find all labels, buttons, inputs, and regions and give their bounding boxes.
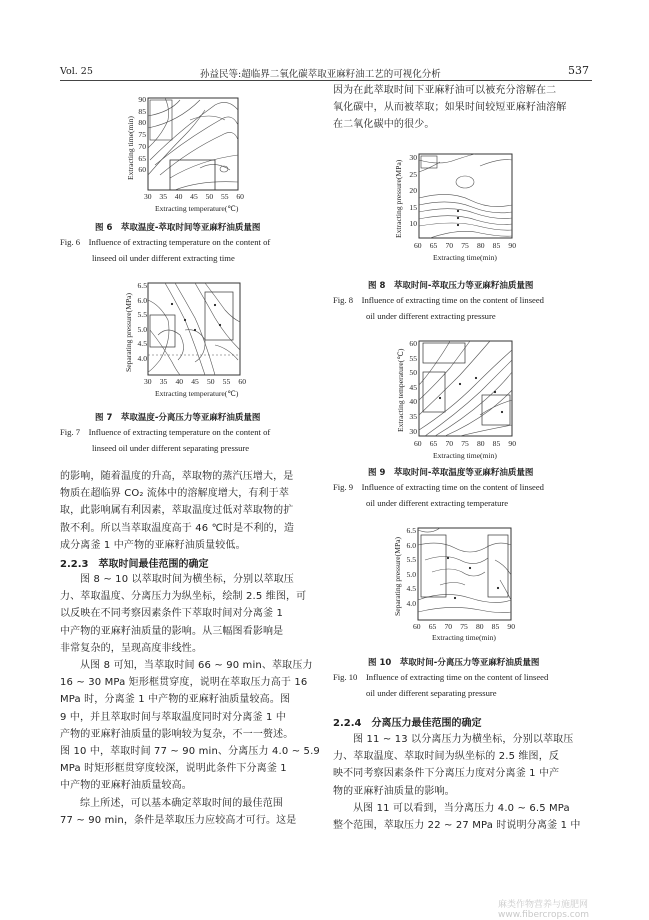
text-line: 在二氧化碳中的很少。 [333, 119, 435, 131]
text-line: 产物的亚麻籽油质量的影响较为复杂，不一一赘述。 [60, 728, 294, 740]
xtick: 65 [429, 439, 438, 448]
ytick: 30 [409, 153, 417, 162]
xtick: 60 [413, 622, 421, 631]
fig6-xlabel: Extracting temperature(℃) [155, 204, 239, 213]
xtick: 50 [206, 377, 215, 386]
fig7-xlabel: Extracting temperature(℃) [155, 389, 239, 398]
ytick: 5.0 [406, 569, 416, 579]
ytick: 5.5 [137, 310, 147, 320]
running-title: 孙益民等:超临界二氧化碳萃取亚麻籽油工艺的可视化分析 [200, 69, 441, 80]
xtick: 60 [236, 192, 244, 201]
xtick: 70 [445, 241, 454, 250]
fig6-ylabel: Extracting time(min) [126, 116, 135, 180]
text-line: 力、萃取温度、分离压力为纵坐标，绘制 2.5 维图，可 [60, 591, 307, 603]
section-heading-2-2-3: 2.2.3 萃取时间最佳范围的确定 [60, 559, 209, 570]
ytick: 35 [409, 411, 417, 421]
fig6-caption-en-1: Fig. 6 Influence of extracting temperature on the content of [60, 237, 271, 247]
fig8-xlabel: Extracting time(min) [433, 253, 497, 262]
xtick: 85 [492, 439, 501, 448]
text-line: 非常复杂的，呈现高度非线性。 [60, 642, 203, 654]
ytick: 80 [138, 118, 146, 128]
ytick: 10 [409, 219, 417, 229]
fig10-yticks [405, 524, 416, 612]
fig10-xlabel: Extracting time(min) [432, 633, 496, 642]
text-line: 中产物的亚麻籽油质量较高。 [60, 780, 192, 792]
ytick: 60 [409, 339, 417, 348]
ytick: 5.5 [406, 555, 416, 565]
text-line: 综上所述，可以基本确定萃取时间的最佳范围 [80, 798, 283, 809]
xtick: 40 [175, 377, 184, 386]
ytick: 25 [409, 169, 417, 179]
xtick: 75 [461, 439, 469, 448]
fig9-caption-en-2: oil under different extracting temperature [366, 498, 509, 508]
ytick: 4.5 [137, 339, 147, 349]
xtick: 65 [429, 241, 438, 250]
fig7-ylabel: Separating pressure(MPa) [124, 292, 133, 372]
volume-label: Vol. 25 [60, 66, 93, 77]
ytick: 65 [138, 153, 146, 163]
fig9-caption-cn: 图 9 萃取时间-萃取温度等亚麻籽油质量图 [368, 468, 534, 478]
text-line: 图 11 ~ 13 以分离压力为横坐标，分别以萃取压 [353, 734, 574, 745]
text-line: 从图 11 可以看到，当分离压力 4.0 ~ 6.5 MPa [353, 803, 570, 814]
text-line: 的影响，随着温度的升高，萃取物的蒸汽压增大，是 [60, 471, 294, 482]
xtick: 55 [222, 377, 231, 386]
xtick: 45 [190, 192, 198, 201]
xtick: 60 [414, 241, 422, 250]
fig6-caption-cn: 图 6 萃取温度-萃取时间等亚麻籽油质量图 [95, 223, 261, 233]
fig8-caption-cn: 图 8 萃取时间-萃取压力等亚麻籽油质量图 [368, 281, 534, 291]
xtick: 35 [159, 377, 168, 386]
text-line: 物质在超临界 CO₂ 流体中的溶解度增大，有利于萃 [60, 488, 289, 500]
ytick: 4.0 [406, 598, 416, 608]
ytick: 20 [409, 186, 417, 196]
xtick: 80 [475, 622, 484, 631]
ytick: 70 [138, 141, 146, 151]
fig6-caption-en-2: linseed oil under different extracting time [92, 253, 235, 263]
fig9-caption-en-1: Fig. 9 Influence of extracting time on the content of linseed [333, 482, 544, 492]
fig10-ylabel: Separating pressure(MPa) [393, 536, 402, 616]
ytick: 6.0 [137, 295, 147, 305]
fig10-caption-en-2: oil under different separating pressure [366, 688, 497, 698]
xtick: 85 [492, 241, 501, 250]
xtick: 90 [507, 622, 515, 631]
xtick: 80 [476, 241, 485, 250]
ytick: 4.0 [137, 353, 147, 363]
ytick: 6.5 [137, 281, 147, 290]
fig8-caption-en-1: Fig. 8 Influence of extracting time on the content of linseed [333, 295, 544, 305]
xtick: 85 [491, 622, 500, 631]
text-line: 因为在此萃取时间下亚麻籽油可以被充分溶解在二 [333, 85, 557, 96]
fig7-caption-en-2: linseed oil under different separating pressure [92, 443, 250, 453]
xtick: 75 [460, 622, 468, 631]
right-paragraph-1 [333, 731, 599, 800]
text-line: MPa 时，分离釜 1 中产物的亚麻籽油质量较高。图 [60, 694, 291, 706]
text-line: 从图 8 可知，当萃取时间 66 ~ 90 min、萃取压力 [80, 660, 313, 671]
text-line: 图 8 ~ 10 以萃取时间为横坐标，分别以萃取压 [80, 574, 294, 585]
xtick: 50 [205, 192, 214, 201]
text-line: 散不利。所以当萃取温度高于 46 ℃时是不利的，造 [60, 522, 295, 534]
ytick: 6.0 [406, 540, 416, 550]
ytick: 15 [409, 202, 417, 212]
xtick: 70 [445, 439, 454, 448]
ytick: 55 [409, 353, 417, 363]
ytick: 50 [409, 368, 417, 378]
fig10-caption-cn: 图 10 萃取时间-分离压力等亚麻籽油质量图 [368, 658, 540, 668]
fig8-ylabel: Extracting pressure(MPa) [394, 159, 403, 238]
xtick: 65 [428, 622, 437, 631]
page-number: 537 [568, 64, 589, 77]
xtick: 60 [414, 439, 422, 448]
section-heading-2-2-4: 2.2.4 分离压力最佳范围的确定 [333, 718, 482, 729]
xtick: 90 [508, 241, 516, 250]
ytick: 4.5 [406, 584, 416, 594]
text-line: 77 ~ 90 min，条件是萃取压力应较高才可行。这是 [60, 815, 297, 827]
text-line: MPa 时矩形框贯穿度较深，说明此条件下分离釜 1 [60, 763, 287, 775]
text-line: 物的亚麻籽油质量的影响。 [333, 785, 455, 797]
ytick: 60 [138, 165, 146, 175]
fig8-caption-en-2: oil under different extracting pressure [366, 311, 496, 321]
fig7-caption-cn: 图 7 萃取温度-分离压力等亚麻籽油质量图 [95, 413, 261, 423]
fig9-xlabel: Extracting time(min) [433, 451, 497, 460]
right-paragraph-2 [333, 800, 599, 834]
text-line: 映不同考察因素条件下分离压力度对分离釜 1 中产 [333, 768, 560, 780]
text-line: 图 10 中，萃取时间 77 ~ 90 min、分离压力 4.0 ~ 5.9 [60, 746, 320, 758]
xtick: 55 [220, 192, 229, 201]
xtick: 70 [444, 622, 453, 631]
xtick: 30 [144, 377, 152, 386]
xtick: 90 [508, 439, 516, 448]
fig10-xticks [413, 622, 515, 631]
text-line: 力、萃取温度、萃取时间为纵坐标的 2.5 维图，反 [333, 751, 560, 763]
ytick: 6.5 [406, 526, 416, 535]
ytick: 40 [409, 397, 417, 407]
fig7-caption-en-1: Fig. 7 Influence of extracting temperature on the content of [60, 427, 271, 437]
text-line: 成分离釜 1 中产物的亚麻籽油质量较低。 [60, 539, 246, 551]
text-line: 整个范围，萃取压力 22 ~ 27 MPa 时说明分离釜 1 中 [333, 820, 581, 832]
xtick: 45 [191, 377, 199, 386]
ytick: 75 [138, 130, 146, 140]
ytick: 30 [409, 426, 417, 436]
text-line: 取，此影响属有利因素，萃取温度过低对萃取物的扩 [60, 505, 294, 517]
ytick: 5.0 [137, 324, 147, 334]
fig9-ylabel: Extracting temperature(℃) [396, 348, 405, 432]
ytick: 90 [138, 95, 146, 104]
text-line: 16 ~ 30 MPa 矩形框贯穿度，说明在萃取压力高于 16 [60, 677, 308, 689]
xtick: 60 [238, 377, 246, 386]
ytick: 45 [409, 382, 417, 392]
xtick: 75 [461, 241, 469, 250]
xtick: 40 [174, 192, 183, 201]
text-line: 9 中，并且萃取时间与萃取温度同时对分离釜 1 中 [60, 711, 287, 723]
text-line: 中产物的亚麻籽油质量的影响。从三幅图看影响是 [60, 625, 284, 637]
ytick: 85 [138, 106, 146, 116]
xtick: 35 [159, 192, 167, 201]
text-line: 以反映在不同考察因素条件下萃取时间对分离釜 1 [60, 608, 283, 620]
xtick: 30 [144, 192, 152, 201]
fig10-caption-en-1: Fig. 10 Influence of extracting time on the content of linseed [333, 672, 549, 682]
text-line: 氧化碳中，从而被萃取；如果时间较短亚麻籽油溶解 [333, 102, 567, 114]
xtick: 80 [476, 439, 485, 448]
watermark: 麻类作物营养与施肥网 www.fibercrops.com [498, 900, 589, 920]
